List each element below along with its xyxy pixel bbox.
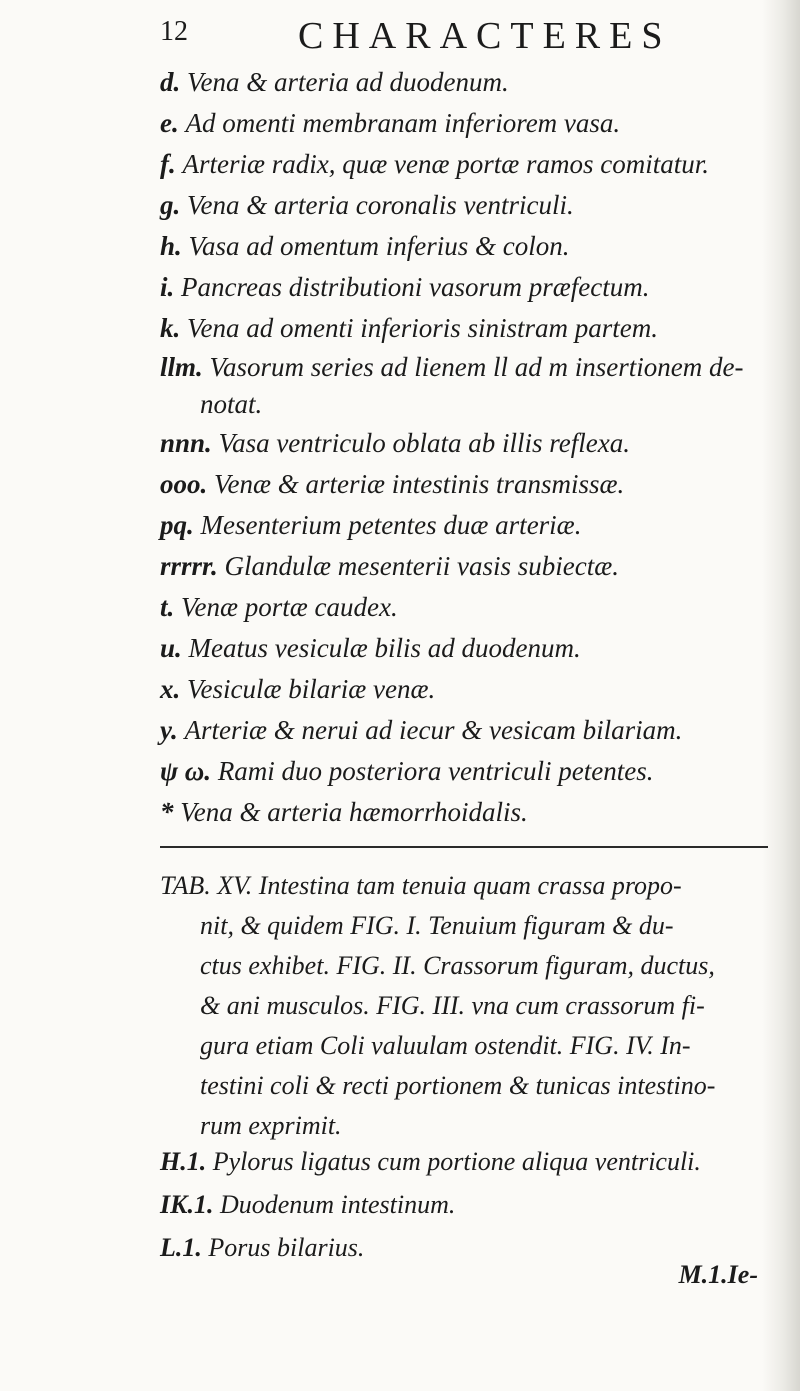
running-head: CHARACTERES xyxy=(298,15,672,57)
legend-item xyxy=(160,1140,760,1183)
legend-text: Porus bilarius. xyxy=(208,1233,365,1262)
legend-text-continuation: notat. xyxy=(200,389,263,419)
table-legend-list xyxy=(160,1140,760,1269)
legend-key: ooo. xyxy=(160,469,214,499)
legend-item xyxy=(160,792,760,833)
legend-text: Vena & arteria coronalis ventriculi. xyxy=(187,190,574,220)
caption-line: rum exprimit. xyxy=(200,1111,342,1140)
caption-line: gura etiam Coli valuulam ostendit. FIG. IV. In- xyxy=(200,1031,691,1060)
legend-text: Vena ad omenti inferioris sinistram partem. xyxy=(187,313,658,343)
legend-item xyxy=(160,464,760,505)
legend-text: Vasa ventriculo oblata ab illis reflexa. xyxy=(218,428,631,458)
legend-text: Venæ & arteriæ intestinis transmissæ. xyxy=(214,469,625,499)
legend-key: y. xyxy=(160,715,185,745)
legend-key: h. xyxy=(160,231,189,261)
page-header xyxy=(160,14,670,64)
legend-item xyxy=(160,587,760,628)
legend-key: * xyxy=(160,797,181,827)
legend-item xyxy=(160,628,760,669)
legend-key: t. xyxy=(160,592,182,622)
legend-item xyxy=(160,267,760,308)
legend-key: rrrrr. xyxy=(160,551,225,581)
legend-key: g. xyxy=(160,190,187,220)
legend-text: Arteriæ & nerui ad iecur & vesicam bilariam. xyxy=(184,715,683,745)
legend-item xyxy=(160,669,760,710)
legend-item xyxy=(160,62,760,103)
caption-line: nit, & quidem FIG. I. Tenuium figuram & du- xyxy=(200,911,674,940)
legend-text: Vasa ad omentum inferius & colon. xyxy=(188,231,570,261)
legend-item xyxy=(160,103,760,144)
legend-key: IK.1. xyxy=(160,1190,220,1219)
legend-item xyxy=(160,505,760,546)
legend-item xyxy=(160,349,760,423)
legend-item xyxy=(160,751,760,792)
legend-key: f. xyxy=(160,149,183,179)
legend-item xyxy=(160,423,760,464)
caption-line: testini coli & recti portionem & tunicas intestino- xyxy=(200,1071,716,1100)
legend-text: Mesenterium petentes duæ arteriæ. xyxy=(200,510,582,540)
figure-legend-list xyxy=(160,62,760,833)
legend-key: ψ ω. xyxy=(160,756,218,786)
caption-line: & ani musculos. FIG. III. vna cum crassorum fi- xyxy=(200,991,705,1020)
page-number: 12 xyxy=(160,16,188,47)
legend-item xyxy=(160,546,760,587)
legend-key: d. xyxy=(160,67,187,97)
legend-key: llm. xyxy=(160,352,210,382)
legend-text: Vasorum series ad lienem ll ad m insertionem de- xyxy=(209,352,744,382)
caption-line: ctus exhibet. FIG. II. Crassorum figuram, ductus, xyxy=(200,951,715,980)
legend-item xyxy=(160,1183,760,1226)
legend-text: Duodenum intestinum. xyxy=(219,1190,456,1219)
legend-text: Meatus vesiculæ bilis ad duodenum. xyxy=(188,633,581,663)
legend-key: i. xyxy=(160,272,182,302)
legend-item xyxy=(160,185,760,226)
legend-key: u. xyxy=(160,633,189,663)
legend-text: Vesiculæ bilariæ venæ. xyxy=(187,674,436,704)
legend-key: x. xyxy=(160,674,187,704)
legend-key: H.1. xyxy=(160,1147,213,1176)
legend-text: Rami duo posteriora ventriculi petentes. xyxy=(217,756,654,786)
legend-text: Vena & arteria ad duodenum. xyxy=(187,67,509,97)
legend-item xyxy=(160,308,760,349)
legend-text: Vena & arteria hæmorrhoidalis. xyxy=(180,797,528,827)
legend-key: pq. xyxy=(160,510,201,540)
legend-key: k. xyxy=(160,313,187,343)
legend-text: Pylorus ligatus cum portione aliqua ventriculi. xyxy=(212,1147,701,1176)
table-caption xyxy=(160,866,760,1146)
legend-item xyxy=(160,1226,760,1269)
legend-text: Venæ portæ caudex. xyxy=(181,592,398,622)
legend-item xyxy=(160,226,760,267)
caption-line: TAB. XV. Intestina tam tenuia quam crassa propo- xyxy=(160,871,682,900)
legend-text: Arteriæ radix, quæ venæ portæ ramos comitatur. xyxy=(182,149,710,179)
legend-text: Ad omenti membranam inferiorem vasa. xyxy=(185,108,621,138)
legend-key: L.1. xyxy=(160,1233,209,1262)
legend-item xyxy=(160,710,760,751)
legend-key: nnn. xyxy=(160,428,219,458)
legend-text: Pancreas distributioni vasorum præfectum. xyxy=(181,272,650,302)
horizontal-rule xyxy=(160,846,768,848)
catchword: M.1.Ie- xyxy=(678,1260,758,1289)
legend-text: Glandulæ mesenterii vasis subiectæ. xyxy=(224,551,620,581)
legend-item xyxy=(160,144,760,185)
legend-key: e. xyxy=(160,108,186,138)
page-edge-shadow xyxy=(762,0,800,1391)
